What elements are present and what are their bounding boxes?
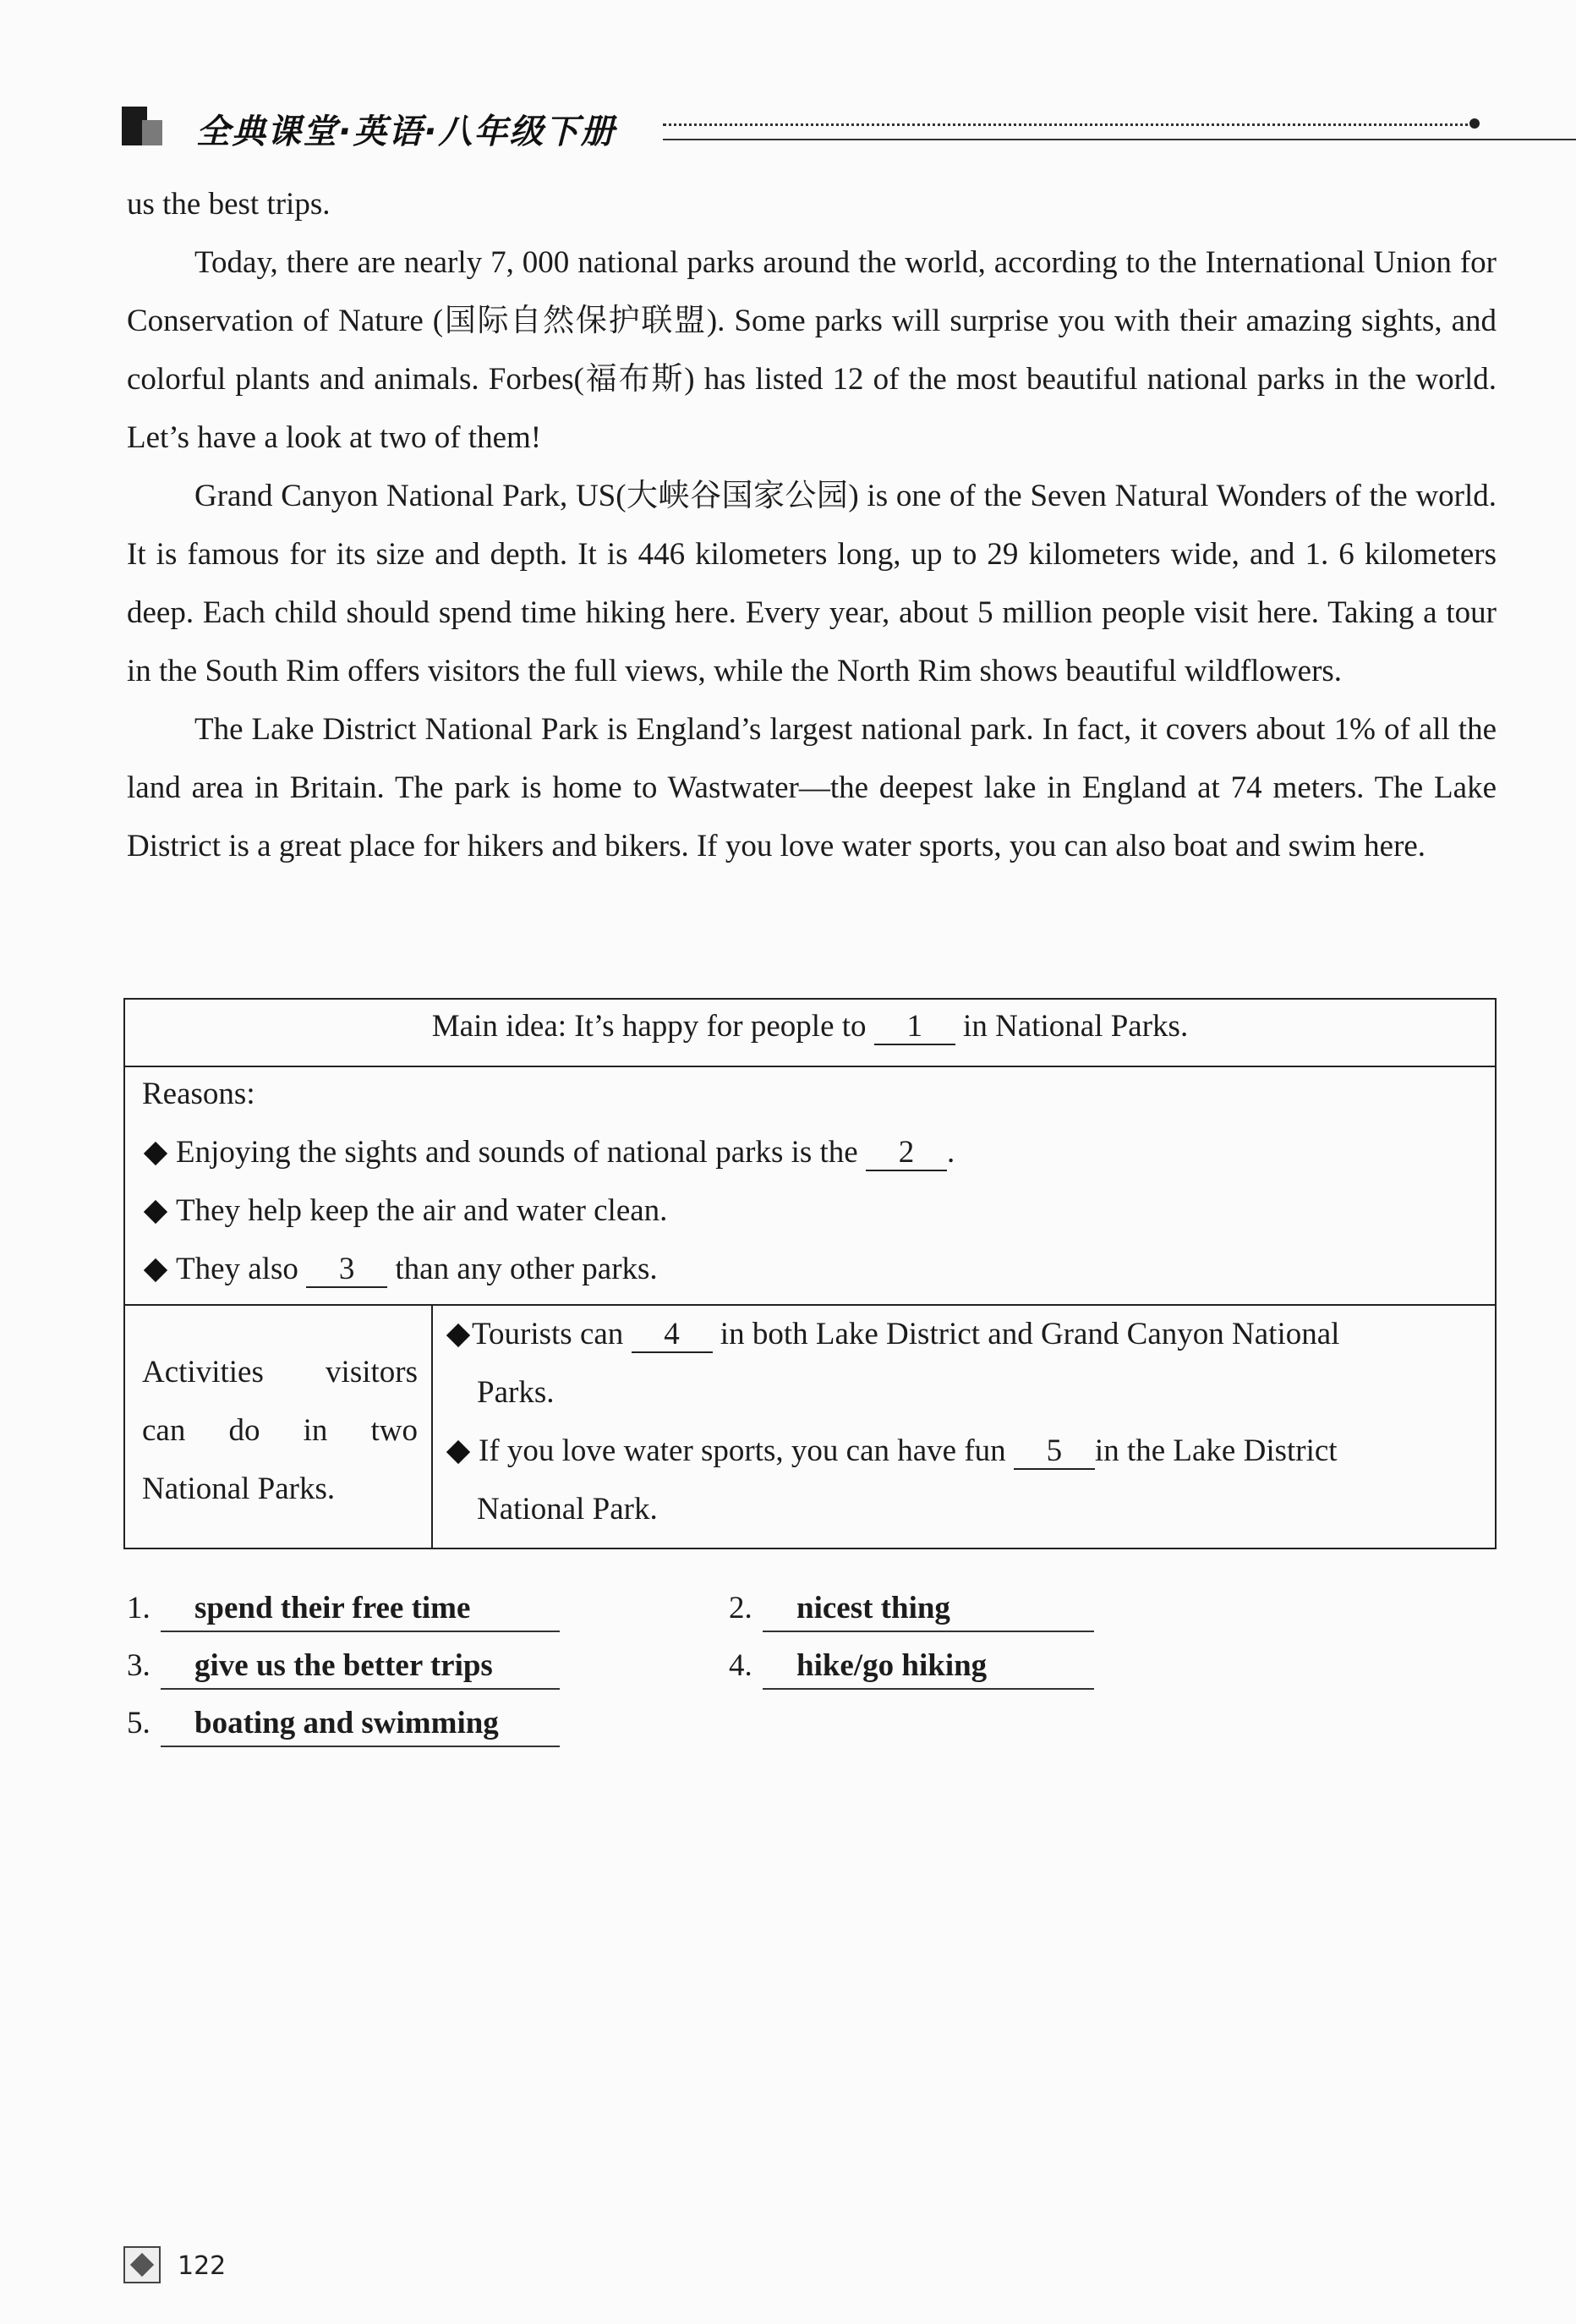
diamond-bullet-icon xyxy=(144,1199,167,1223)
activities-label: can do in two xyxy=(142,1413,418,1448)
header-dot xyxy=(1469,118,1480,129)
paragraph: Today, there are nearly 7, 000 national parks around the world, according to the International Union for Conservation of Nature (国际自然保护联盟). Some parks will surprise you with their amazing sights, and colorful plants and animals. Forbes(福布斯) has listed 12 of the most beautiful national parks in the world. Let’s have a look at two of them! xyxy=(127,245,1497,455)
reading-passage xyxy=(127,175,1497,875)
blank-1: 1 xyxy=(874,1010,955,1045)
blank-4: 4 xyxy=(632,1318,713,1353)
activity-item-cont: Parks. xyxy=(477,1375,555,1410)
book-logo-icon xyxy=(122,107,161,145)
blank-5: 5 xyxy=(1014,1434,1095,1470)
activities-label-cell xyxy=(125,1306,433,1549)
diamond-page-icon xyxy=(123,2246,161,2283)
answer-text: give us the better trips xyxy=(161,1647,560,1690)
reason-item: They also 3 than any other parks. xyxy=(142,1251,658,1288)
main-idea-row xyxy=(125,1000,1495,1067)
answer-text: nicest thing xyxy=(763,1590,1094,1632)
book-title: 全典课堂·英语·八年级下册 xyxy=(196,112,616,151)
activities-label: Activities visitors xyxy=(142,1355,418,1389)
reasons-label: Reasons: xyxy=(142,1077,255,1111)
page-header xyxy=(122,100,1500,159)
blank-2: 2 xyxy=(866,1136,947,1171)
reason-item: They help keep the air and water clean. xyxy=(142,1192,667,1229)
summary-table xyxy=(123,998,1497,1549)
blank-3: 3 xyxy=(306,1252,387,1288)
answer-text: spend their free time xyxy=(161,1590,560,1632)
activity-item: If you love water sports, you can have fun 5 in the Lake District xyxy=(448,1433,1338,1470)
activity-item: Tourists can 4 in both Lake District and Grand Canyon National xyxy=(448,1316,1339,1353)
diamond-bullet-icon xyxy=(144,1141,167,1165)
paragraph: us the best trips. xyxy=(127,187,331,222)
answer-text: boating and swimming xyxy=(161,1705,560,1747)
reasons-row xyxy=(125,1067,1495,1306)
reason-item: Enjoying the sights and sounds of national parks is the 2 . xyxy=(142,1134,955,1171)
header-dotted-rule xyxy=(663,123,1475,126)
paragraph: The Lake District National Park is England’s largest national park. In fact, it covers about 1% of all the land area in Britain. The park is home to Wastwater—the deepest lake in England at 74 meters. The Lake District is a great place for hikers and bikers. If you love water sports, you can also boat and swim here. xyxy=(127,712,1497,863)
diamond-bullet-icon xyxy=(446,1439,470,1463)
activities-label: National Parks. xyxy=(142,1472,336,1506)
activities-cell xyxy=(433,1306,1495,1549)
answer-text: hike/go hiking xyxy=(763,1647,1094,1690)
page-number: 122 xyxy=(178,2251,227,2281)
main-idea: Main idea: It’s happy for people to 1 in National Parks. xyxy=(431,1009,1189,1044)
activities-row xyxy=(125,1306,1495,1549)
header-solid-rule xyxy=(663,139,1576,140)
page: 全典课堂·英语·八年级下册 us the best trips. Today, there are nearly 7, 000 national parks around the world, according to the International Union for Conservation of Nature (国际自然保护联盟). Some parks will surprise you with their amazing sights, and colorful plants and animals. Forbes(福布斯) has listed 12 of the most beautiful national parks in the world. Let’s have a look at two of them! Grand Canyon National Park, US(大峡谷国家公园) is one of the Seven Natural Wonders of the world. It is famous for its size and depth. It is 446 kilometers long, up to 29 kilometers wide, and 1. 6 kilometers deep. Each child should spend time hiking here. Every year, about 5 million people visit here. Taking a tour in the South Rim offers visitors the full views, while the North Rim shows beautiful wildflowers. The Lake District National Park is England’s largest national park. In fact, it covers about 1% of all the land area in Britain. The park is home to Wastwater—the deepest lake in England at 74 meters. The Lake District is a great place for hikers and bikers. If you love water sports, you can also boat and swim here. Main idea: It’s happy for people to 1 in National Parks. Reasons: Enjoying the sights and sounds of national parks is the 2 . They help keep the air and water clean. They also 3 than any other parks. Activities visitors can do in two National Parks. Tourists can 4 in both Lake District and Grand Canyon National Parks. If you love water sports, you can have fun 5 in the Lake District National Park. 1. spend their free time 2. nicest thing 3. give us the better trips 4. hike/go hiking 5. boating and swimming 122 xyxy=(0,0,1576,2324)
paragraph: Grand Canyon National Park, US(大峡谷国家公园) is one of the Seven Natural Wonders of the world. It is famous for its size and depth. It is 446 kilometers long, up to 29 kilometers wide, and 1. 6 kilometers deep. Each child should spend time hiking here. Every year, about 5 million people visit here. Taking a tour in the South Rim offers visitors the full views, while the North Rim shows beautiful wildflowers. xyxy=(127,479,1497,688)
diamond-bullet-icon xyxy=(446,1323,470,1346)
activity-item-cont: National Park. xyxy=(477,1492,658,1526)
diamond-bullet-icon xyxy=(144,1258,167,1281)
